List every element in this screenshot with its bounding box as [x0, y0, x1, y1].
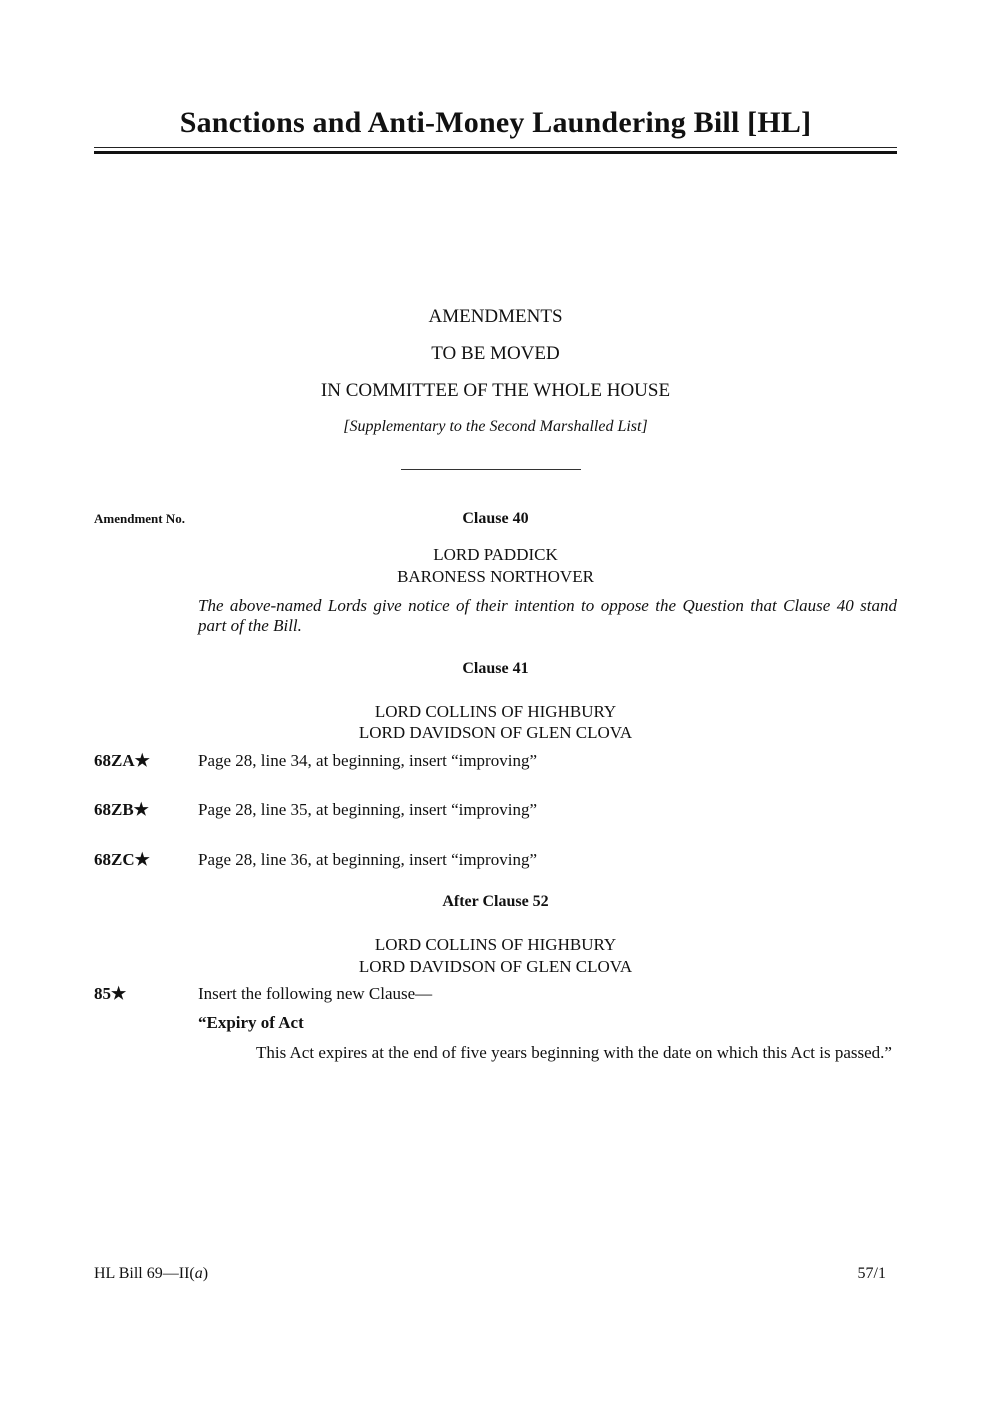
amendment-number: 68ZB★: [94, 800, 149, 819]
title-rule-thin: [94, 147, 897, 148]
heading-amendments: AMENDMENTS: [428, 306, 563, 327]
amendment-number: 68ZC★: [94, 850, 150, 869]
sponsor-name: LORD PADDICK: [433, 545, 558, 564]
amendment-text: Insert the following new Clause—: [198, 984, 433, 1003]
new-clause-body: This Act expires at the end of five years beginning with the date on which this Act is passed.”: [256, 1043, 892, 1062]
bill-reference-italic: a: [194, 1265, 203, 1282]
amendment-number: 85★: [94, 984, 127, 1003]
new-clause-title: “Expiry of Act: [198, 1013, 304, 1032]
clause-heading: After Clause 52: [442, 893, 549, 910]
amendment-number: 68ZA★: [94, 751, 150, 770]
amendment-text: Page 28, line 36, at beginning, insert “improving”: [198, 850, 537, 869]
opposition-notice: The above-named Lords give notice of their intention to oppose the Question that Clause 40 stand part of the Bill.: [198, 596, 897, 635]
bill-reference: [94, 1265, 208, 1283]
amendment-text: Page 28, line 34, at beginning, insert “improving”: [198, 751, 537, 770]
sponsor-name: LORD DAVIDSON OF GLEN CLOVA: [358, 723, 633, 742]
sponsor-name: BARONESS NORTHOVER: [397, 567, 594, 586]
heading-subtitle: [Supplementary to the Second Marshalled List]: [343, 418, 648, 435]
amendment-number-label: Amendment No.: [94, 511, 185, 526]
title-rule-thick: [94, 151, 897, 154]
heading-committee: IN COMMITTEE OF THE WHOLE HOUSE: [320, 380, 671, 401]
sponsor-name: LORD COLLINS OF HIGHBURY: [374, 702, 617, 721]
bill-reference-suffix: ): [202, 1265, 209, 1282]
sponsor-name: LORD COLLINS OF HIGHBURY: [374, 935, 617, 954]
sponsor-name: LORD DAVIDSON OF GLEN CLOVA: [358, 957, 633, 976]
heading-to-be-moved: TO BE MOVED: [431, 343, 560, 364]
bill-title: Sanctions and Anti-Money Laundering Bill [HL]: [179, 106, 812, 139]
page-number: 57/1: [857, 1265, 886, 1282]
amendment-text: Page 28, line 35, at beginning, insert “improving”: [198, 800, 537, 819]
clause-heading: Clause 41: [462, 660, 529, 677]
clause-heading: Clause 40: [462, 510, 529, 527]
bill-reference-prefix: HL Bill 69—II(: [94, 1265, 195, 1282]
heading-divider: [401, 469, 581, 470]
